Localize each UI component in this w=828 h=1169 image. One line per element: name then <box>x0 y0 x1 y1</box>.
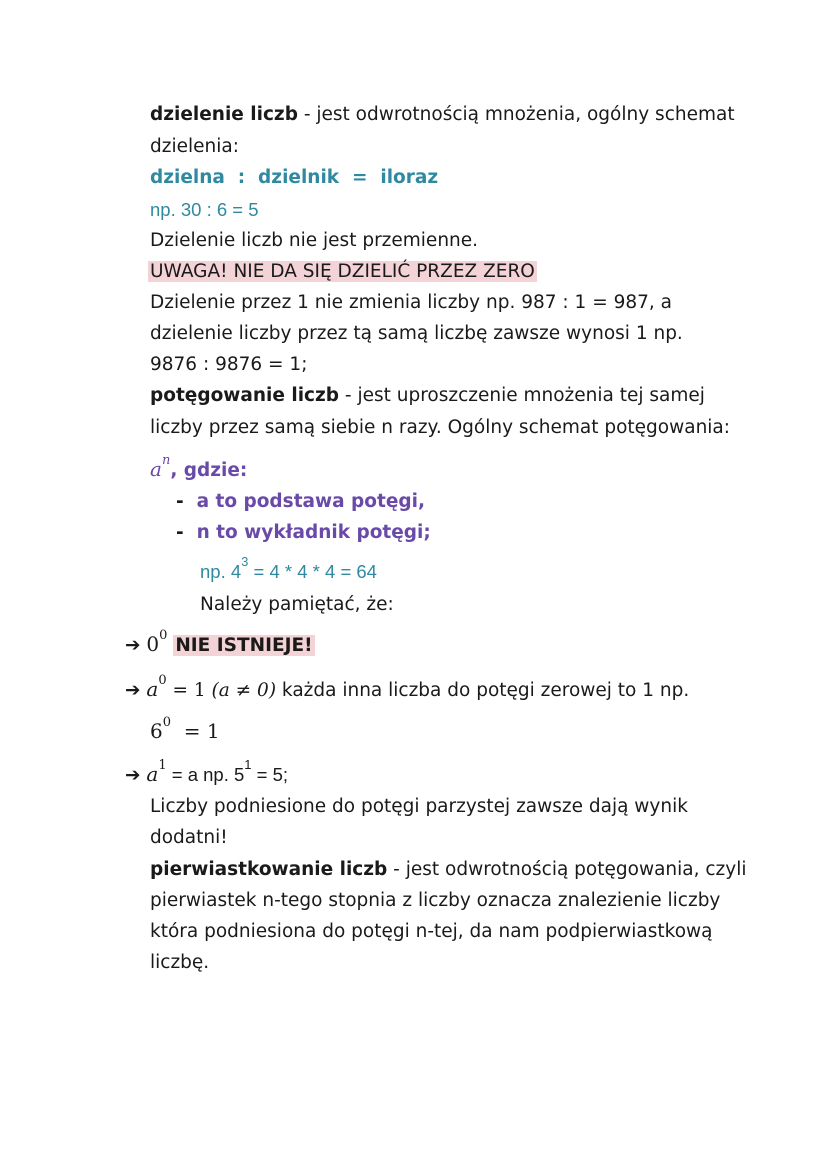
rule-zero-zero: ➔ $0^0$ NIE ISTNIEJE! <box>125 628 313 656</box>
power-schema <box>150 453 248 485</box>
root-line-3: która podniesiona do potęgi n-tej, da nam podpierwiastkową <box>150 921 713 942</box>
root-line-2: pierwiastek n-tego stopnia z liczby oznacza znalezienie liczby <box>150 890 721 911</box>
division-warning-row <box>148 260 537 284</box>
rule-zero-exponent-example: $6^0 = 1$ <box>150 715 220 743</box>
division-rule-line-3: 9876 : 9876 = 1; <box>150 354 308 375</box>
root-line-1 <box>150 858 747 882</box>
division-not-commutative: Dzielenie liczb nie jest przemienne. <box>150 230 479 251</box>
power-exp-symbol: n <box>161 453 171 468</box>
division-example: np. 30 : 6 = 5 <box>150 199 259 220</box>
division-definition: - jest odwrotnością mnożenia, ogólny schemat <box>297 104 735 125</box>
power-term: potęgowanie liczb <box>150 385 340 406</box>
power-bullet-1: - a to podstawa potęgi, <box>176 491 425 512</box>
division-term: dzielenie liczb <box>150 104 298 125</box>
power-base-symbol: a <box>150 457 162 481</box>
root-term: pierwiastkowanie liczb <box>150 859 388 880</box>
division-schema: dzielna : dzielnik = iloraz <box>150 167 439 188</box>
division-warning: UWAGA! NIE DA SIĘ DZIELIĆ PRZEZ ZERO <box>150 261 535 282</box>
arrow-icon: ➔ <box>125 680 141 701</box>
power-bullet-2: - n to wykładnik potęgi; <box>176 522 431 543</box>
rule-zero-exponent: ➔ $a^0 = 1$ (a ≠ 0) każda inna liczba do potęgi zerowej to 1 np. <box>125 673 690 701</box>
power-example-exp: 3 <box>241 554 249 569</box>
arrow-icon: ➔ <box>125 635 141 656</box>
power-example: np. $4^3 = 4 * 4 * 4 = 64$ <box>200 554 377 582</box>
even-power-line-1: Liczby podniesione do potęgi parzystej zawsze dają wynik <box>150 796 688 817</box>
division-line-1 <box>150 103 735 127</box>
power-where: , gdzie: <box>170 460 248 481</box>
root-definition: - jest odwrotnością potęgowania, czyli <box>387 859 747 880</box>
even-power-line-2: dodatni! <box>150 827 228 848</box>
power-line-1 <box>150 384 705 408</box>
power-line-2: liczby przez samą siebie n razy. Ogólny schemat potęgowania: <box>150 417 731 438</box>
division-rule-line-1: Dzielenie przez 1 nie zmienia liczby np. 987 : 1 = 987, a <box>150 292 672 313</box>
power-remember: Należy pamiętać, że: <box>200 594 394 615</box>
rule-zero-zero-note: NIE ISTNIEJE! <box>175 635 313 656</box>
division-rule-line-2: dzielenie liczby przez tą samą liczbę zawsze wynosi 1 np. <box>150 323 683 344</box>
rule-first-power: ➔ $a^1 = a$ np. $5^1 = 5$; <box>125 757 289 786</box>
arrow-icon: ➔ <box>125 765 141 786</box>
power-definition: - jest uproszczenie mnożenia tej samej <box>339 385 705 406</box>
root-line-4: liczbę. <box>150 952 210 973</box>
division-line-2: dzielenia: <box>150 136 239 157</box>
